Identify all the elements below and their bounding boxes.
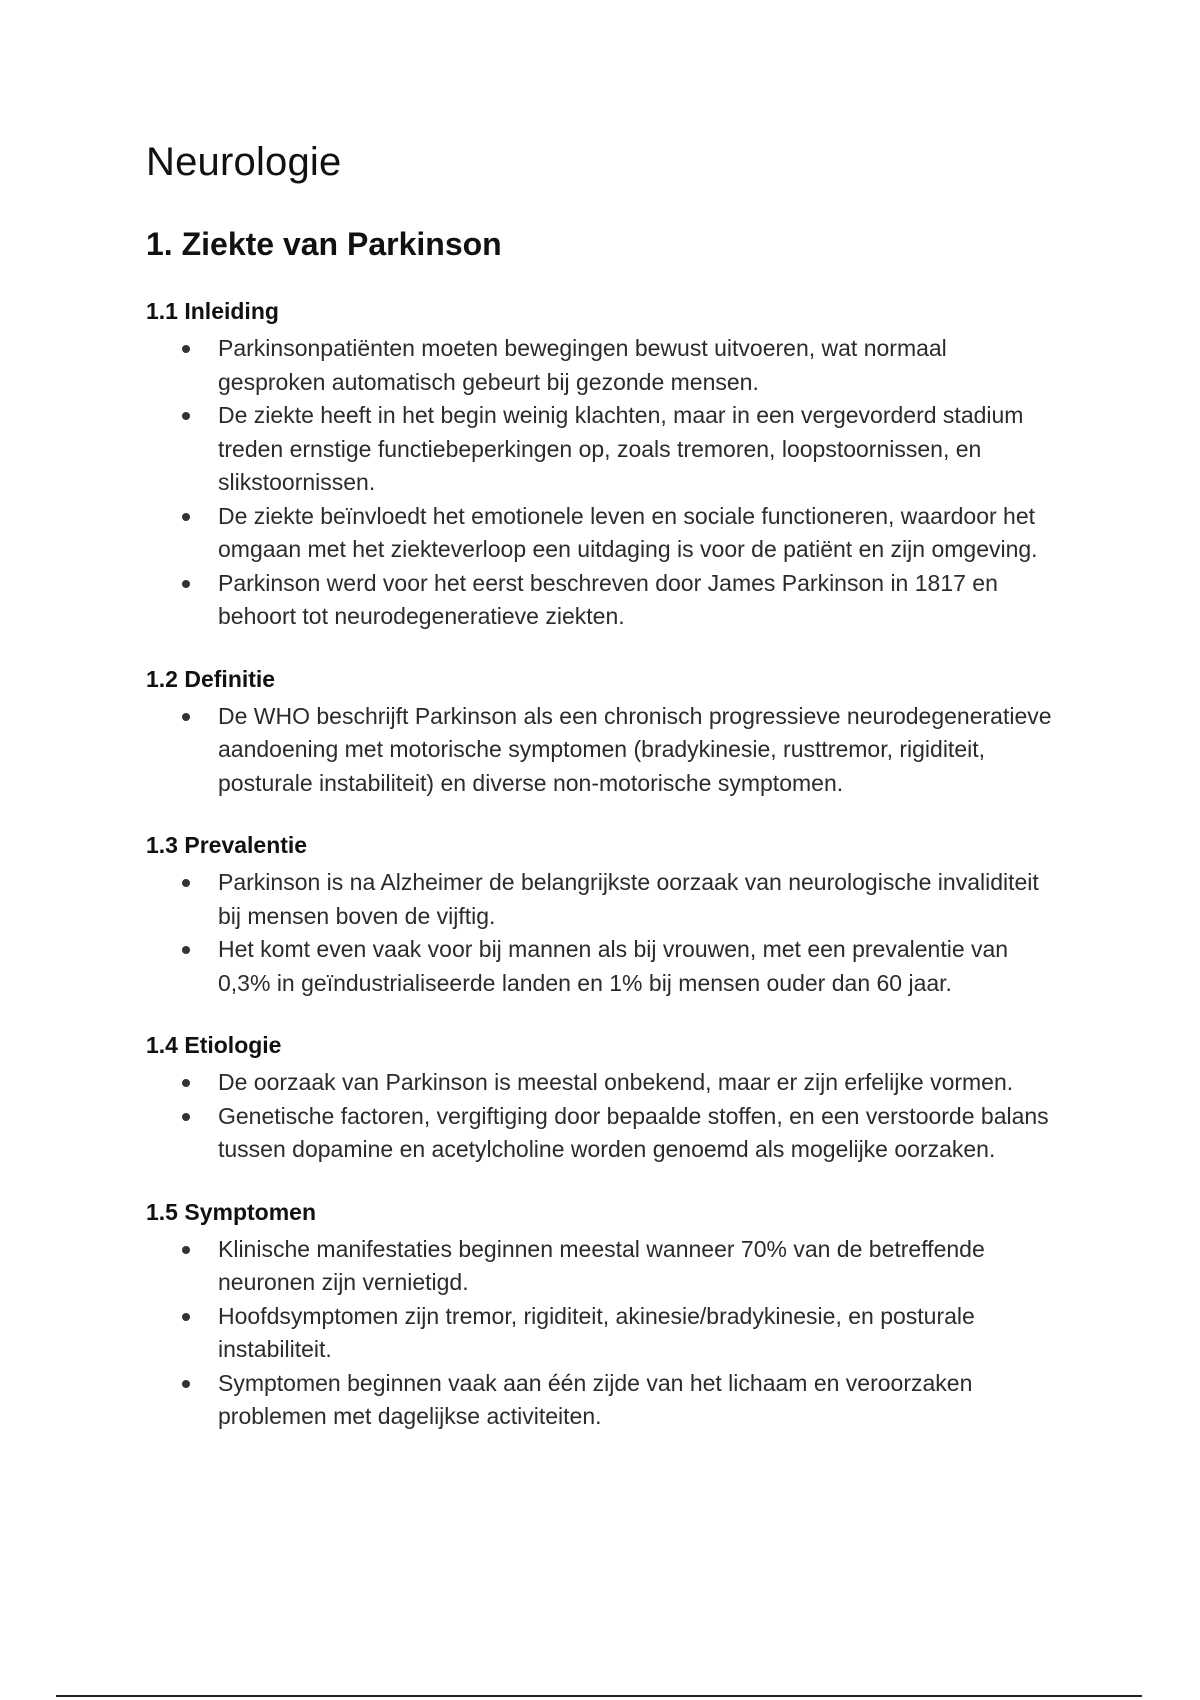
bullet-icon <box>182 879 190 887</box>
bullet-icon <box>182 1113 190 1121</box>
list-item-text: Parkinson werd voor het eerst beschreven door James Parkinson in 1817 en behoort tot neurodegeneratieve ziekten. <box>218 569 998 629</box>
bullet-icon <box>182 1079 190 1087</box>
bullet-icon <box>182 1380 190 1388</box>
section-symptomen <box>146 1196 1056 1434</box>
list-item <box>146 866 1056 933</box>
list-item-text: De WHO beschrijft Parkinson als een chronisch progressieve neurodegeneratieve aandoening met motorische symptomen (bradykinesie, rusttremor, rigiditeit, posturale instabiliteit) en diverse non-motorische symptomen. <box>218 702 1052 796</box>
list-item <box>146 1066 1056 1100</box>
bullet-icon <box>182 713 190 721</box>
list-item <box>146 1233 1056 1300</box>
list-item-text: De ziekte beïnvloedt het emotionele leven en sociale functioneren, waardoor het omgaan met het ziekteverloop een uitdaging is voor de patiënt en zijn omgeving. <box>218 502 1038 562</box>
list-item <box>146 700 1056 801</box>
list-item-text: Hoofdsymptomen zijn tremor, rigiditeit, akinesie/bradykinesie, en posturale instabiliteit. <box>218 1302 975 1362</box>
document-title: Neurologie <box>146 140 342 184</box>
list-item <box>146 500 1056 567</box>
list-item <box>146 1300 1056 1367</box>
bullet-icon <box>182 412 190 420</box>
section-inleiding <box>146 295 1056 634</box>
section-title: 1.2 Definitie <box>146 665 276 692</box>
list-item-text: De oorzaak van Parkinson is meestal onbekend, maar er zijn erfelijke vormen. <box>218 1069 1014 1095</box>
list-item <box>146 1367 1056 1434</box>
bullet-list <box>146 866 1056 1000</box>
footer-divider <box>56 1695 1142 1697</box>
bullet-icon <box>182 946 190 954</box>
bullet-icon <box>182 1246 190 1254</box>
list-item-text: Het komt even vaak voor bij mannen als bij vrouwen, met een prevalentie van 0,3% in geïndustrialiseerde landen en 1% bij mensen ouder dan 60 jaar. <box>218 936 1009 996</box>
list-item-text: Symptomen beginnen vaak aan één zijde van het lichaam en veroorzaken problemen met dagelijkse activiteiten. <box>218 1369 973 1429</box>
list-item <box>146 1100 1056 1167</box>
list-item-text: Parkinsonpatiënten moeten bewegingen bewust uitvoeren, wat normaal gesproken automatisch gebeurt bij gezonde mensen. <box>218 335 947 395</box>
bullet-list <box>146 1066 1056 1167</box>
list-item-text: Genetische factoren, vergiftiging door bepaalde stoffen, en een verstoorde balans tussen dopamine en acetylcholine worden genoemd als mogelijke oorzaken. <box>218 1102 1049 1162</box>
bullet-icon <box>182 513 190 521</box>
section-etiologie <box>146 1029 1056 1167</box>
section-title: 1.4 Etiologie <box>146 1032 282 1058</box>
list-item <box>146 933 1056 1000</box>
list-item <box>146 567 1056 634</box>
list-item <box>146 399 1056 500</box>
bullet-icon <box>182 345 190 353</box>
bullet-icon <box>182 1313 190 1321</box>
chapter-title: 1. Ziekte van Parkinson <box>146 226 502 262</box>
bullet-icon <box>182 580 190 588</box>
section-title: 1.3 Prevalentie <box>146 832 308 858</box>
section-prevalentie <box>146 829 1056 1000</box>
list-item-text: De ziekte heeft in het begin weinig klachten, maar in een vergevorderd stadium treden ernstige functiebeperkingen op, zoals tremoren, loopstoornissen, en slikstoornissen. <box>218 402 1024 495</box>
bullet-list <box>146 332 1056 634</box>
list-item <box>146 332 1056 399</box>
document-content <box>146 295 1056 1463</box>
section-title: 1.1 Inleiding <box>146 298 279 324</box>
section-definitie <box>146 663 1056 801</box>
list-item-text: Parkinson is na Alzheimer de belangrijkste oorzaak van neurologische invaliditeit bij mensen boven de vijftig. <box>218 869 1039 929</box>
section-title: 1.5 Symptomen <box>146 1198 316 1225</box>
bullet-list <box>146 1233 1056 1434</box>
list-item-text: Klinische manifestaties beginnen meestal wanneer 70% van de betreffende neuronen zijn vernietigd. <box>218 1235 985 1295</box>
bullet-list <box>146 700 1056 801</box>
